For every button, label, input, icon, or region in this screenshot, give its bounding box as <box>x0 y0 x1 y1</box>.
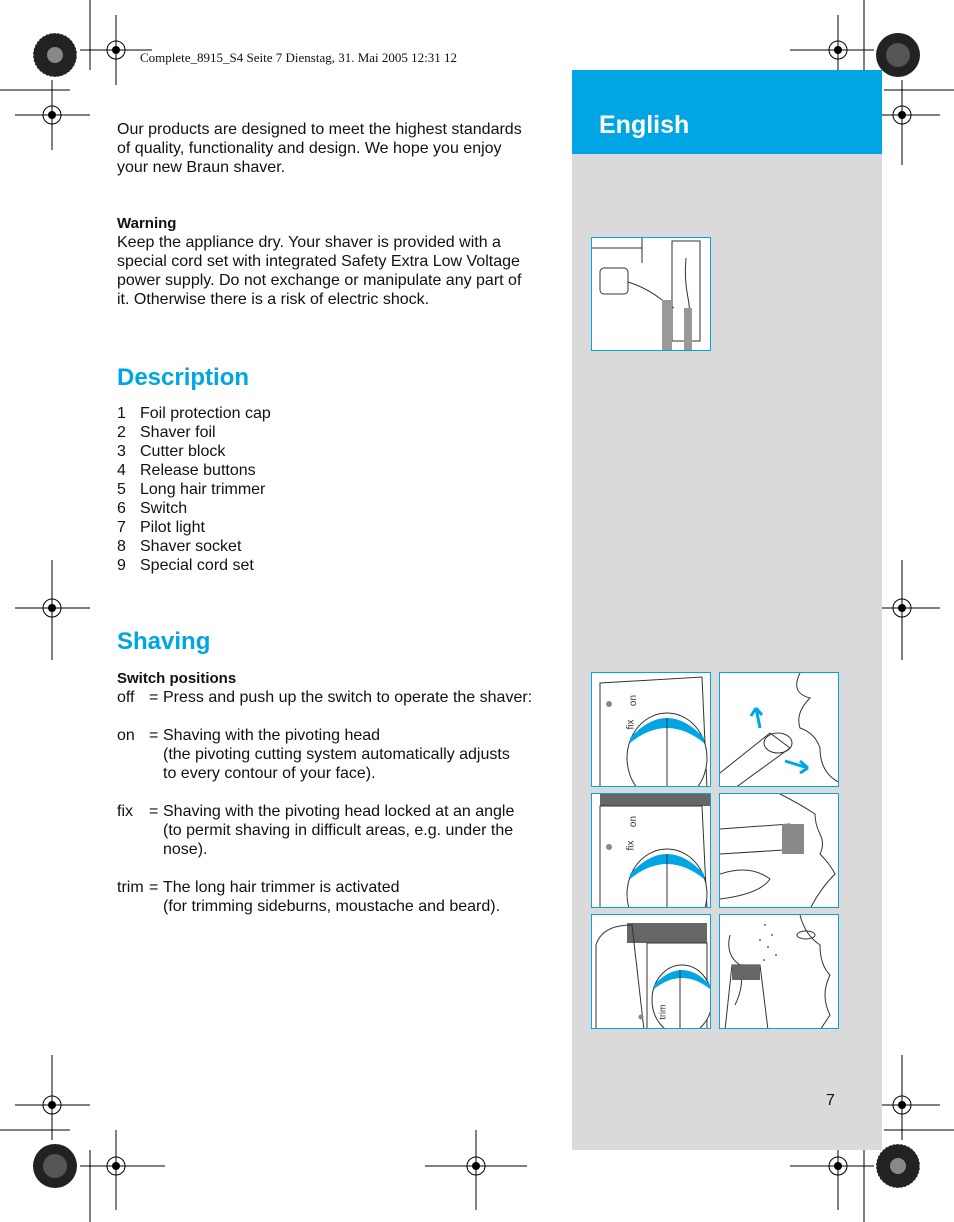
face-shaving-drawing <box>720 673 839 787</box>
list-item <box>117 499 271 518</box>
switch-label-fix: fix <box>625 840 637 851</box>
list-item <box>117 537 271 556</box>
switch-text: Shaving with the pivoting head locked at an angle (to permit shaving in difficult areas, e.g. under the nose). <box>163 803 515 858</box>
item-label: Foil protection cap <box>140 405 271 422</box>
switch-label-on: on <box>628 815 640 828</box>
cord-set-illustration <box>591 237 711 351</box>
switch-fix-illustration <box>591 793 711 908</box>
shaver-switch-fix-drawing <box>592 794 711 908</box>
list-item <box>117 518 271 537</box>
shaving-face-illustration-2 <box>719 793 839 908</box>
item-label: Long hair trimmer <box>140 481 266 498</box>
equals-sign: = <box>149 879 159 896</box>
intro-line: of quality, functionality and design. We hope you enjoy <box>117 140 502 157</box>
item-label: Pilot light <box>140 519 205 536</box>
item-label: Cutter block <box>140 443 226 460</box>
shaver-switch-drawing <box>592 673 711 787</box>
equals-sign: = <box>149 803 159 820</box>
switch-row-on <box>117 726 557 783</box>
switch-trim-illustration <box>591 914 711 1029</box>
list-item <box>117 423 271 442</box>
print-header: Complete_8915_S4 Seite 7 Dienstag, 31. Mai 2005 12:31 12 <box>140 50 458 65</box>
item-number: 1 <box>117 405 126 422</box>
switch-positions <box>117 669 557 916</box>
switch-on-illustration <box>591 672 711 787</box>
item-number: 4 <box>117 462 126 479</box>
language-bar <box>572 70 882 154</box>
intro-line: Our products are designed to meet the highest standards <box>117 121 522 138</box>
warning-line: Keep the appliance dry. Your shaver is provided with a <box>117 234 501 251</box>
item-number: 9 <box>117 557 126 574</box>
list-item <box>117 404 271 423</box>
switch-label-fix: fix <box>625 719 637 730</box>
warning-section <box>117 214 557 309</box>
warning-line: it. Otherwise there is a risk of electric shock. <box>117 291 430 308</box>
warning-line: special cord set with integrated Safety Extra Low Voltage <box>117 253 520 270</box>
switch-key: off <box>117 689 135 706</box>
shaver-trim-drawing <box>592 915 711 1029</box>
intro-paragraph <box>117 120 557 177</box>
shaving-face-illustration-1 <box>719 672 839 787</box>
list-item <box>117 556 271 575</box>
switch-label-trim: trim <box>657 1004 668 1020</box>
under-nose-shaving-drawing <box>720 794 839 908</box>
page-number: 7 <box>826 1092 835 1109</box>
switch-text: Press and push up the switch to operate the shaver: <box>163 689 533 706</box>
shaving-heading: Shaving <box>117 628 211 655</box>
plug-and-cord-drawing <box>592 238 711 351</box>
item-label: Release buttons <box>140 462 256 479</box>
description-list <box>117 404 271 575</box>
item-number: 2 <box>117 424 126 441</box>
trimming-sideburn-illustration <box>719 914 839 1029</box>
switch-row-trim <box>117 878 557 916</box>
intro-line: your new Braun shaver. <box>117 159 286 176</box>
list-item <box>117 480 271 499</box>
switch-text: Shaving with the pivoting head (the pivoting cutting system automatically adjusts to every contour of your face). <box>163 727 510 782</box>
sideburn-trimming-drawing <box>720 915 839 1029</box>
item-number: 3 <box>117 443 126 460</box>
switch-key: trim <box>117 879 144 896</box>
switch-key: on <box>117 727 135 744</box>
language-label: English <box>599 111 690 139</box>
list-item <box>117 461 271 480</box>
item-number: 6 <box>117 500 126 517</box>
switch-label-on: on <box>628 694 640 707</box>
item-number: 7 <box>117 519 126 536</box>
item-label: Special cord set <box>140 557 254 574</box>
item-number: 5 <box>117 481 126 498</box>
warning-line: power supply. Do not exchange or manipulate any part of <box>117 272 522 289</box>
warning-title: Warning <box>117 215 177 232</box>
switch-text: The long hair trimmer is activated (for trimming sideburns, moustache and beard). <box>163 879 501 915</box>
item-label: Switch <box>140 500 188 517</box>
switch-row-fix <box>117 802 557 859</box>
item-label: Shaver socket <box>140 538 242 555</box>
equals-sign: = <box>149 727 159 744</box>
description-heading: Description <box>117 364 250 391</box>
switch-key: fix <box>117 803 133 820</box>
item-label: Shaver foil <box>140 424 216 441</box>
equals-sign: = <box>149 689 159 706</box>
item-number: 8 <box>117 538 126 555</box>
switch-positions-title: Switch positions <box>117 670 237 687</box>
list-item <box>117 442 271 461</box>
switch-row-off <box>117 688 557 707</box>
